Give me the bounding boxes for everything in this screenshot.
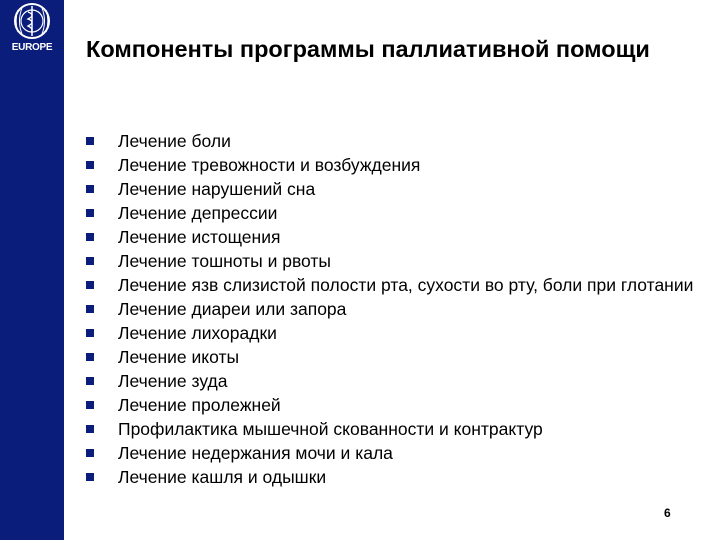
square-bullet-icon [86,425,94,433]
square-bullet-icon [86,185,94,193]
list-item [86,129,706,153]
list-item-text: Лечение недержания мочи и кала [118,443,393,463]
page-title: Компоненты программы паллиативной помощи [86,36,650,62]
list-item [86,393,706,417]
list-item-text: Лечение лихорадки [118,323,277,343]
list-item [86,177,706,201]
square-bullet-icon [86,353,94,361]
list-item-text: Лечение депрессии [118,203,278,223]
list-item-text: Лечение кашля и одышки [118,467,327,487]
square-bullet-icon [86,329,94,337]
bullet-list [86,129,706,489]
list-item [86,441,706,465]
square-bullet-icon [86,473,94,481]
list-item [86,369,706,393]
square-bullet-icon [86,449,94,457]
list-item-text: Лечение тревожности и возбуждения [118,155,421,175]
emblem-icon [6,2,58,42]
square-bullet-icon [86,233,94,241]
logo-text: EUROPE [11,42,53,53]
list-item [86,201,706,225]
list-item [86,225,706,249]
list-item-text: Лечение нарушений сна [118,179,316,199]
list-item-text: Лечение истощения [118,227,281,247]
list-item [86,297,706,321]
list-item [86,465,706,489]
square-bullet-icon [86,401,94,409]
list-item [86,249,706,273]
list-item [86,273,706,297]
list-item [86,153,706,177]
list-item [86,417,706,441]
square-bullet-icon [86,137,94,145]
list-item [86,321,706,345]
list-item-text: Лечение язв слизистой полости рта, сухости во рту, боли при глотании [118,275,694,295]
square-bullet-icon [86,257,94,265]
list-item-text: Профилактика мышечной скованности и контрактур [118,419,543,439]
page-number: 6 [664,506,671,520]
list-item-text: Лечение тошноты и рвоты [118,251,331,271]
sidebar-band [0,0,64,540]
list-item-text: Лечение боли [118,131,231,151]
list-item [86,345,706,369]
list-item-text: Лечение диареи или запора [118,299,347,319]
square-bullet-icon [86,305,94,313]
list-item-text: Лечение икоты [118,347,240,367]
square-bullet-icon [86,161,94,169]
list-item-text: Лечение зуда [118,371,228,391]
square-bullet-icon [86,281,94,289]
square-bullet-icon [86,377,94,385]
list-item-text: Лечение пролежней [118,395,281,415]
who-europe-logo [6,2,58,72]
square-bullet-icon [86,209,94,217]
